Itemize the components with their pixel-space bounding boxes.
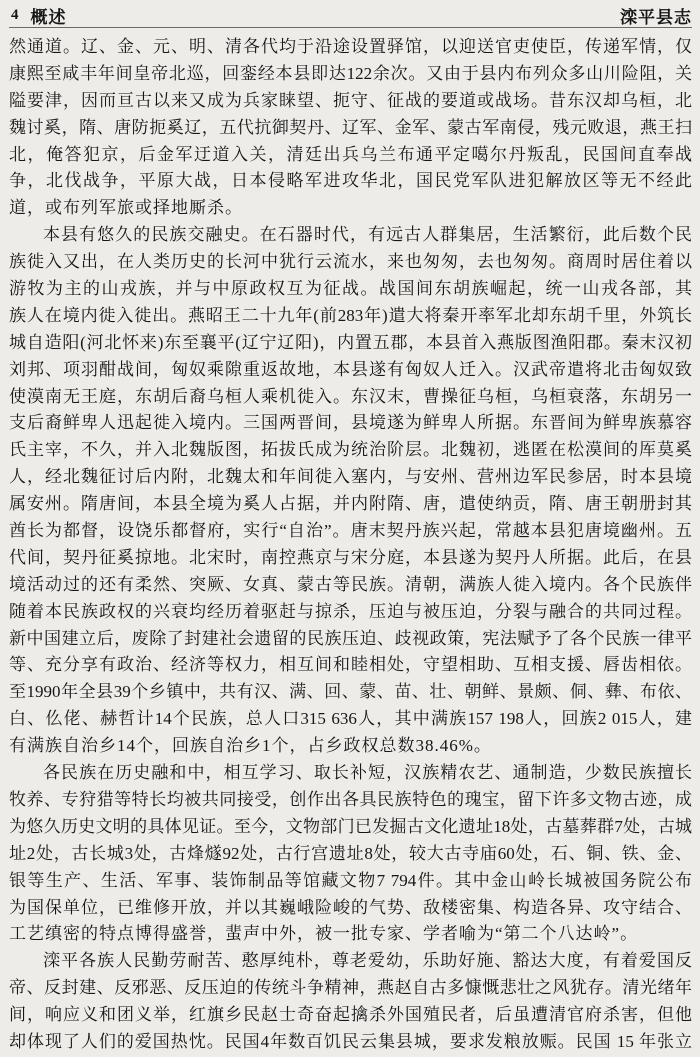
text-line: 属安州。隋唐间，本县全境为奚人占据，并内附隋、唐，遣使纳贡，隋、唐王朝册封其 xyxy=(9,494,692,514)
text-line: 康熙至咸丰年间皇帝北巡，回銮经本县即达122余次。又由于县内布列众多山川险阻，关 xyxy=(9,63,692,83)
text-line: 各民族在历史融和中，相互学习、取长补短，汉族精农艺、通制造，少数民族擅长 xyxy=(43,763,692,783)
text-line: 隘要津，因而亘古以来又成为兵家睐望、扼守、征战的要道或战场。昔东汉却乌桓，北 xyxy=(9,90,692,110)
text-line: 随着本民族政权的兴衰均经历着驱赶与掠杀，压迫与被压迫，分裂与融合的共同过程。 xyxy=(9,601,692,621)
page-header xyxy=(9,4,692,28)
book-title: 滦平县志 xyxy=(620,8,692,27)
text-line: 游牧为主的山戎族，并与中原政权互为征战。战国间东胡族崛起，统一山戎各部，其 xyxy=(9,279,692,299)
text-line: 有满族自治乡14个，回族自治乡1个，占乡政权总数38.46%。 xyxy=(9,736,492,756)
text-line: 使漠南无王庭，东胡后裔乌桓人乘机徙入。东汉末，曹操征乌桓，乌桓衰落，东胡另一 xyxy=(9,386,692,406)
text-line: 城自造阳(河北怀来)东至襄平(辽宁辽阳)，内置五郡，本县首入燕版图渔阳郡。秦末汉初 xyxy=(9,332,692,352)
page-number: 4 xyxy=(11,7,19,23)
section-title: 概述 xyxy=(30,8,67,27)
text-line: 境活动过的还有柔然、突厥、女真、蒙古等民族。清朝，满族人徙入境内。各个民族伴 xyxy=(9,574,692,594)
text-line: 滦平各族人民勤劳耐苦、憨厚纯朴，尊老爱幼，乐助好施、豁达大度，有着爱国反 xyxy=(43,951,692,971)
text-line: 争，北伐战争，平原大战，日本侵略军进攻华北，国民党军队进犯解放区等无不经此 xyxy=(9,171,692,191)
header-left xyxy=(9,3,67,28)
text-line: 代间，契丹征奚掠地。北宋时，南控燕京与宋分庭，本县遂为契丹人所据。此后，在县 xyxy=(9,547,692,567)
paragraph xyxy=(9,34,692,222)
paragraph xyxy=(9,760,692,948)
text-line: 至1990年全县39个乡镇中，共有汉、满、回、蒙、苗、壮、朝鲜、景颇、侗、彝、布依、 xyxy=(9,682,692,702)
text-line: 道，或布列军旅或择地厮杀。 xyxy=(9,198,243,218)
text-line: 氏主宰，不久，并入北魏版图，拓拔氏成为统治阶层。北魏初，逃匿在松漠间的厍莫奚 xyxy=(9,440,692,460)
text-line: 帝、反封建、反邪恶、反压迫的传统斗争精神，燕赵自古多慷慨悲壮之风犹存。清光绪年 xyxy=(9,978,692,998)
text-line: 牧养、专狩猎等特长均被共同接受，创作出各具民族特色的瑰宝，留下许多文物古迹，成 xyxy=(9,789,692,809)
body-text xyxy=(9,34,692,1056)
text-line: 族徙入又出，在人类历史的长河中犹行云流水，来也匆匆，去也匆匆。商周时居住着以 xyxy=(9,252,692,272)
text-line: 族人在境内徙入徙出。燕昭王二十九年(前283年)遣大将秦开率军北却东胡千里，外筑长 xyxy=(9,305,692,325)
text-line: 刘邦、项羽酣战间，匈奴乘隙重返故地，本县遂有匈奴人迁入。汉武帝遣将北击匈奴致 xyxy=(9,359,692,379)
text-line: 为悠久历史文明的具体见证。至今，文物部门已发掘古文化遗址18处，古墓葬群7处，古城 xyxy=(9,816,692,836)
text-line: 魏讨奚，隋、唐防扼奚辽，五代抗御契丹、辽军、金军、蒙古军南侵，残元败退，燕王扫 xyxy=(9,117,692,137)
text-line: 本县有悠久的民族交融史。在石器时代，有远古人群集居，生活繁衍，此后数个民 xyxy=(43,225,692,245)
paragraph xyxy=(9,948,692,1056)
text-line: 却体现了人们的爱国热忱。民国4年数百饥民云集县城，要求发粮放赈。民国 15 年张立 xyxy=(9,1031,692,1051)
paragraph xyxy=(9,222,692,760)
text-line: 银等生产、生活、军事、装饰制品等馆藏文物7 794件。其中金山岭长城被国务院公布 xyxy=(9,870,692,890)
text-line: 白、仫佬、赫哲计14个民族，总人口315 636人，其中满族157 198人，回族2 015人，建 xyxy=(9,709,692,729)
text-line: 为国保单位，已维修开放，并以其巍峨险峻的气势、敌楼密集、构造各异、攻守结合、 xyxy=(9,897,692,917)
text-line: 人，经北魏征讨后内附，北魏太和年间徙入塞内，与安州、营州边军民参居，时本县境 xyxy=(9,467,692,487)
text-line: 址2处，古长城3处，古烽燧92处，古行宫遗址8处，较大古寺庙60处，石、铜、铁、金、 xyxy=(9,843,692,863)
text-line: 支后裔鲜卑人迅起徙入境内。三国两晋间，县境遂为鲜卑人所据。东晋间为鲜卑族慕容 xyxy=(9,413,692,433)
text-line: 等、充分享有政治、经济等权力，相互间和睦相处，守望相助、互相支援、唇齿相依。 xyxy=(9,655,692,675)
text-line: 酋长为都督，设饶乐都督府，实行“自治”。唐末契丹族兴起，常越本县犯唐境幽州。五 xyxy=(9,521,692,541)
text-line: 然通道。辽、金、元、明、清各代均于沿途设置驿馆，以迎送官吏使臣，传递军情，仅 xyxy=(9,37,692,56)
text-line: 北，俺答犯京，后金军迂道入关，清廷出兵乌兰布通平定噶尔丹叛乱，民国间直奉战 xyxy=(9,144,692,164)
text-line: 新中国建立后，废除了封建社会遗留的民族压迫、歧视政策，宪法赋予了各个民族一律平 xyxy=(9,628,692,648)
text-line: 工艺缜密的特点博得盛誉，蜚声中外，被一批专家、学者喻为“第二个八达岭”。 xyxy=(9,924,639,944)
text-line: 间，响应义和团义举，红旗乡民赵士奇奋起擒杀外国殖民者，后虽遭清官府杀害，但他 xyxy=(9,1005,692,1025)
